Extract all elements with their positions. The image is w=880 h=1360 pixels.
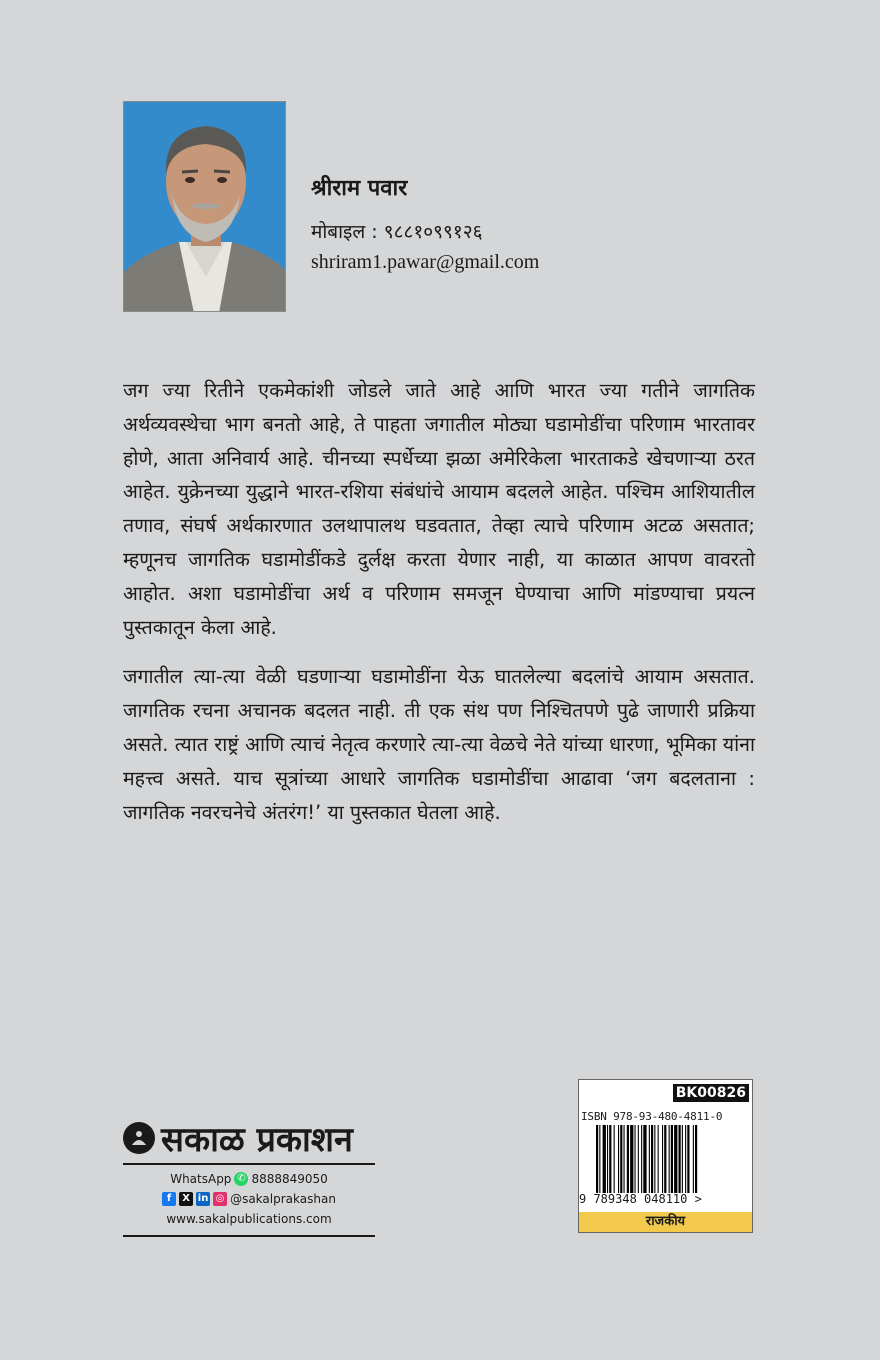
social-row [123,1189,375,1209]
divider-bottom [123,1235,375,1237]
author-email: shriram1.pawar@gmail.com [311,251,540,273]
publisher-name: सकाळ प्रकाशन [161,1120,353,1160]
barcode-icon [596,1125,741,1193]
barcode-digits: 9 789348 048110 > [579,1192,702,1206]
whatsapp-row [123,1169,375,1189]
linkedin-icon: in [197,1193,209,1204]
facebook-icon: f [162,1192,176,1206]
whatsapp-number: 8888849050 [251,1172,328,1186]
blurb-paragraph-1: जग ज्या रितीने एकमेकांशी जोडले जाते आहे आणि भारत ज्या गतीने जागतिक अर्थव्यवस्थेचा भाग बनतो आहे, ते पाहता जगातील मोठ्या घडामोडींचा परिणाम भारतावर होणे, आता अनिवार्य आहे. चीनच्या स्पर्धेच्या झळा अमेरिकेला भारताकडे खेचणाऱ्या ठरत आहेत. युक्रेनच्या युद्धाने भारत-रशिया संबंधांचे आयाम बदलले आहेत. पश्चिम आशियातील तणाव, संघर्ष अर्थकारणात उलथापालथ घडवतात, तेव्हा त्याचे परिणाम अटळ असतात; म्हणूनच जागतिक घडामोडींकडे दुर्लक्ष करता येणार नाही, या काळात आपण वावरतो आहोत. अशा घडामोडींचा अर्थ व परिणाम समजून घेण्याचा आणि मांडण्याचा प्रयत्न पुस्तकातून केला आहे. [123,379,755,639]
isbn-text: ISBN 978-93-480-4811-0 [581,1110,723,1123]
publisher-block [123,1115,375,1237]
whatsapp-label: WhatsApp [170,1172,232,1186]
whatsapp-icon: ✆ [234,1172,248,1186]
author-name: श्रीराम पवार [311,176,408,201]
publisher-contact [123,1165,375,1229]
barcode-label [578,1079,753,1233]
blurb-paragraph-2: जगातील त्या-त्या वेळी घडणाऱ्या घडामोडींना येऊ घातलेल्या बदलांचे आयाम असतात. जागतिक रचना अचानक बदलत नाही. ती एक संथ पण निश्चितपणे पुढे जाणारी प्रक्रिया असते. त्यात राष्ट्रं आणि त्याचं नेतृत्व करणारे त्या-त्या वेळचे नेते यांच्या धारणा, भूमिका यांना महत्त्व असते. याच सूत्रांच्या आधारे जागतिक घडामोडींचा आढावा ‘जग बदलताना : जागतिक नवरचनेचे अंतरंग!’ या पुस्तकात घेतला आहे. [123,665,755,824]
publisher-emblem-icon [123,1122,155,1154]
author-photo [123,101,286,312]
publisher-website: www.sakalpublications.com [166,1212,332,1226]
x-icon: X [179,1192,193,1206]
author-mobile: मोबाइल : ९८८१०९९१२६ [311,221,483,243]
author-info [311,175,539,277]
book-blurb [123,374,755,829]
book-code: BK00826 [673,1084,749,1102]
publisher-logo [123,1115,375,1161]
category-band: राजकीय [579,1212,752,1232]
social-handle: @sakalprakashan [230,1192,336,1206]
instagram-icon: ◎ [213,1192,227,1206]
